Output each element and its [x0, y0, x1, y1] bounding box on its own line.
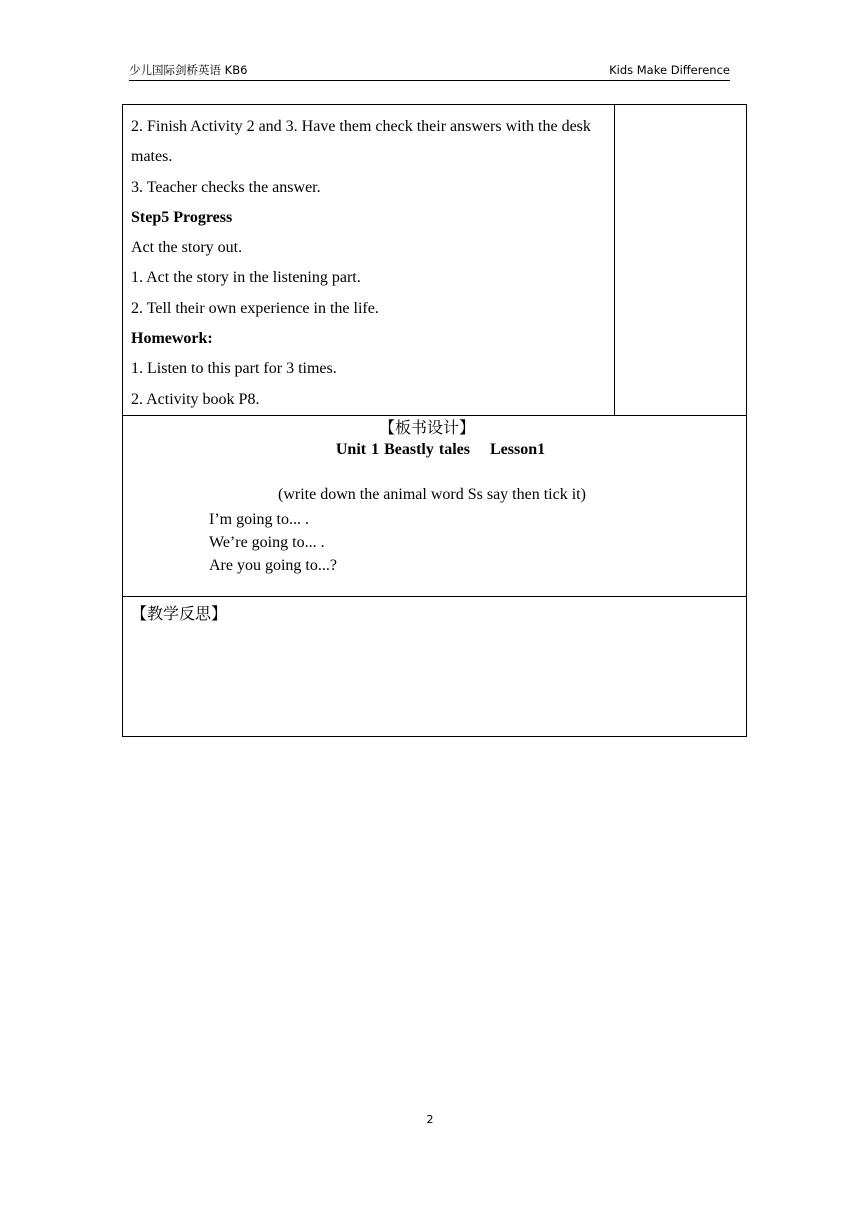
procedure-line: 1. Act the story in the listening part.	[131, 269, 361, 287]
header-course-title: 少儿国际剑桥英语 KB6	[129, 63, 248, 77]
procedure-line: 2. Tell their own experience in the life.	[131, 299, 379, 317]
board-sentence-list	[209, 508, 337, 577]
page-number: 2	[426, 1113, 434, 1126]
procedure-cell	[123, 105, 615, 416]
board-design-cell	[123, 416, 747, 597]
board-design-title: Unit 1 Beastly tales Lesson1	[335, 441, 546, 458]
board-design-heading: 【板书设计】	[378, 418, 475, 437]
board-sentence: I’m going to... .	[209, 511, 309, 528]
board-sentence: We’re going to... .	[209, 534, 325, 551]
lesson-plan-table	[122, 104, 747, 737]
page-header	[129, 62, 730, 81]
homework-item: 2. Activity book P8.	[131, 390, 260, 408]
procedure-line: 3. Teacher checks the answer.	[131, 178, 321, 196]
board-design-row	[123, 416, 747, 597]
header-slogan: Kids Make Difference	[609, 63, 730, 77]
homework-heading: Homework:	[131, 330, 213, 348]
reflection-row	[123, 597, 747, 737]
reflection-heading: 【教学反思】	[131, 604, 228, 623]
procedure-line: 2. Finish Activity 2 and 3. Have them check their answers with the desk mates.	[131, 118, 591, 166]
procedure-row	[123, 105, 747, 416]
reflection-cell	[123, 597, 747, 737]
homework-item: 1. Listen to this part for 3 times.	[131, 360, 337, 378]
procedure-line: Act the story out.	[131, 239, 243, 257]
board-design-note: (write down the animal word Ss say then tick it)	[278, 486, 586, 503]
board-sentence: Are you going to...?	[209, 557, 337, 574]
notes-cell	[615, 105, 747, 416]
step5-heading: Step5 Progress	[131, 208, 233, 226]
